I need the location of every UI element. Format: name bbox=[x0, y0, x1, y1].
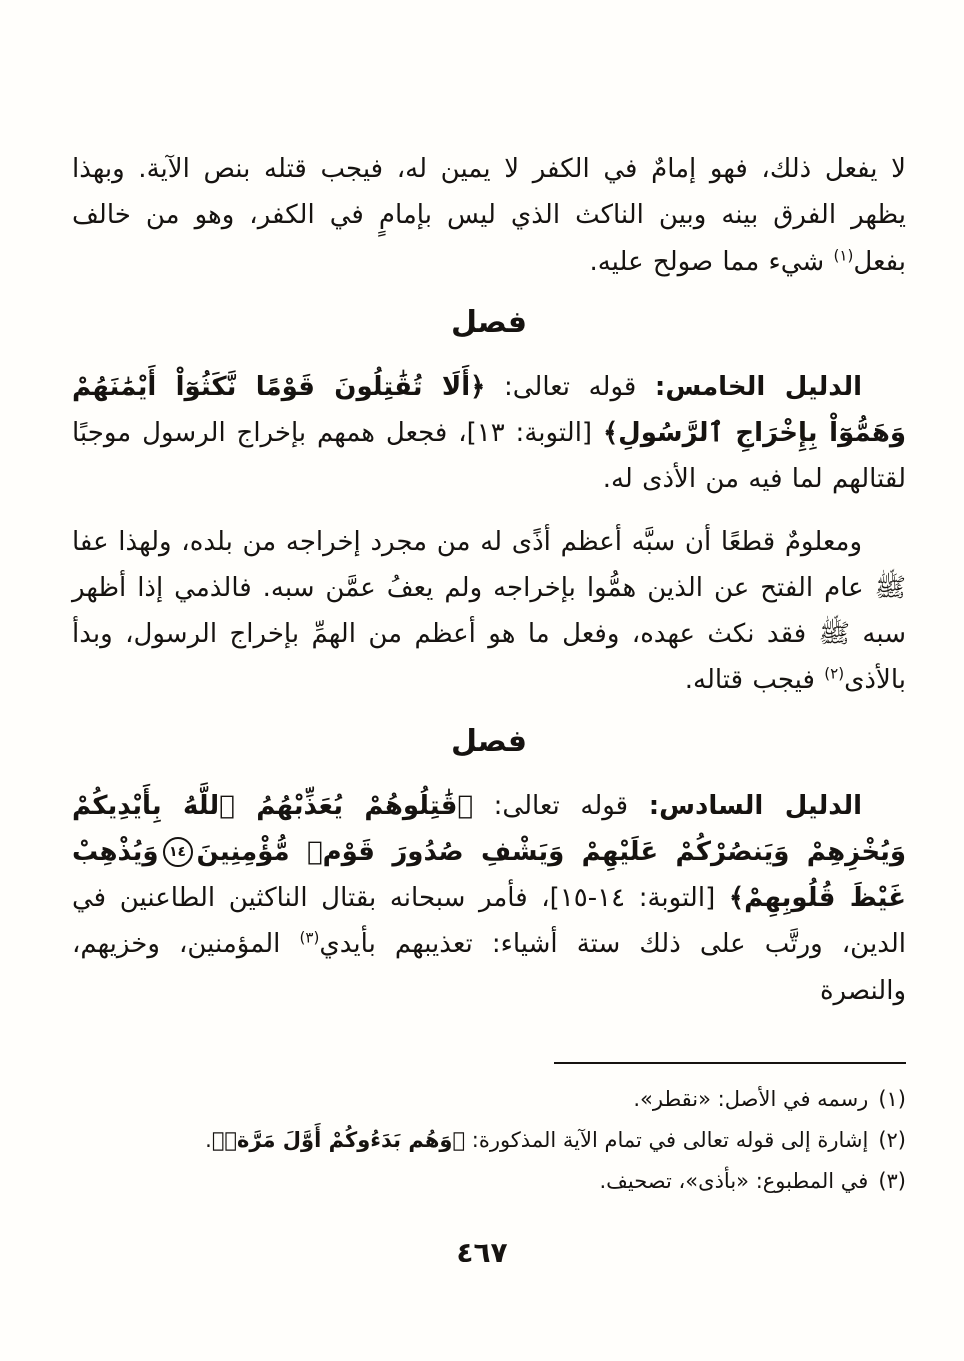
footnote-2 bbox=[72, 1121, 906, 1160]
footnote-label: (٢) bbox=[878, 1127, 906, 1152]
body-text: قوله تعالى: bbox=[473, 790, 649, 821]
body-text: قوله تعالى: bbox=[485, 371, 655, 402]
footnote-separator-rule bbox=[554, 1062, 906, 1064]
verse-reference: [التوبة: ١٤-١٥]، bbox=[541, 883, 729, 914]
paragraph-lead-bold: الدليل السادس: bbox=[648, 790, 862, 821]
footnote-marker-1: (١) bbox=[833, 245, 854, 264]
footnote-text: في المطبوع: «بأذى»، تصحيف. bbox=[599, 1168, 869, 1193]
section-heading-fasl-2: فصل bbox=[451, 723, 527, 759]
quran-quote: وَيُذْهِبْ غَيْظَ قُلُوبِهِمْ﴾ bbox=[72, 836, 906, 914]
footnote-marker-2: (٢) bbox=[824, 664, 845, 683]
footnote-label: (١) bbox=[878, 1087, 906, 1111]
quran-quote: ﴿أَلَا تُقَٰتِلُونَ قَوْمًا نَّكَثُوٓاْ أَيْمَٰنَهُمْ وَهَمُّوٓاْ بِإِخْرَاجِ ٱلرَّسُولِ﴾ bbox=[72, 371, 907, 449]
body-text: شيء مما صولح عليه. bbox=[589, 246, 834, 277]
section-heading-fasl-1: فصل bbox=[451, 304, 527, 340]
verse-reference: [التوبة: ١٣]، bbox=[458, 418, 603, 449]
paragraph-explanation bbox=[72, 519, 906, 704]
quran-quote: ﴿وَهُم بَدَءُوكُمْ أَوَّلَ مَرَّةٖ﴾ bbox=[211, 1127, 466, 1152]
paragraph-lead-bold: الدليل الخامس: bbox=[654, 371, 862, 402]
paragraph-dalil-5 bbox=[72, 364, 906, 503]
footnote-text: إشارة إلى قوله تعالى في تمام الآية المذكورة: bbox=[465, 1127, 869, 1152]
body-text: فجعل همهم بإخراج الرسول موجبًا لقتالهم لما فيه من الأذى له. bbox=[72, 418, 906, 495]
quran-quote: ﴿قَٰتِلُوهُمْ يُعَذِّبْهُمُ ٱللَّهُ بِأَيْدِيكُمْ وَيُخْزِهِمْ وَيَنصُرْكُمْ عَلَيْهِمْ وَيَشْفِ صُدُورَ قَوْمٖ مُّؤْمِنِينَ bbox=[72, 790, 906, 867]
footnote-1 bbox=[72, 1080, 906, 1119]
paragraph-dalil-6 bbox=[72, 783, 906, 1014]
ayah-number-badge: ١٤ bbox=[163, 837, 193, 867]
footnote-3 bbox=[72, 1162, 906, 1201]
footnote-marker-3: (٣) bbox=[299, 928, 320, 947]
paragraph-continuation bbox=[72, 146, 906, 285]
body-text: ومعلومٌ قطعًا أن سبَّه أعظم أذًى له من مجرد إخراجه من بلده، ولهذا عفا ﷺ عام الفتح عن الذين همُّوا بإخراجه ولم يعفُ عمَّن سبه. فالذمي إذا أظهر سبه ﷺ فقد نكث عهده، وفعل ما هو أعظم من الهمِّ بإخراج الرسول، وبدأ بالأذى bbox=[72, 526, 906, 696]
body-text: فأمر سبحانه بقتال الناكثين الطاعنين في الدين، ورتَّب على ذلك ستة أشياء: تعذيبهم بأيدي bbox=[72, 883, 906, 960]
body-text: لا يفعل ذلك، فهو إمامٌ في الكفر لا يمين له، فيجب قتله بنص الآية. وبهذا يظهر الفرق بينه وبين الناكث الذي ليس بإمامٍ في الكفر، وهو من خالف بفعل bbox=[72, 154, 906, 277]
footnote-text: رسمه في الأصل: «نقطر». bbox=[633, 1087, 869, 1111]
footnote-label: (٣) bbox=[878, 1168, 906, 1193]
footnotes-section bbox=[72, 1062, 906, 1203]
page-number: ٤٦٧ bbox=[456, 1236, 508, 1269]
body-text: فيجب قتاله. bbox=[684, 665, 825, 696]
main-text-block bbox=[72, 146, 906, 1030]
footnote-text: . bbox=[205, 1127, 212, 1152]
body-text: المؤمنين، وخزيهم، والنصرة bbox=[72, 929, 906, 1006]
